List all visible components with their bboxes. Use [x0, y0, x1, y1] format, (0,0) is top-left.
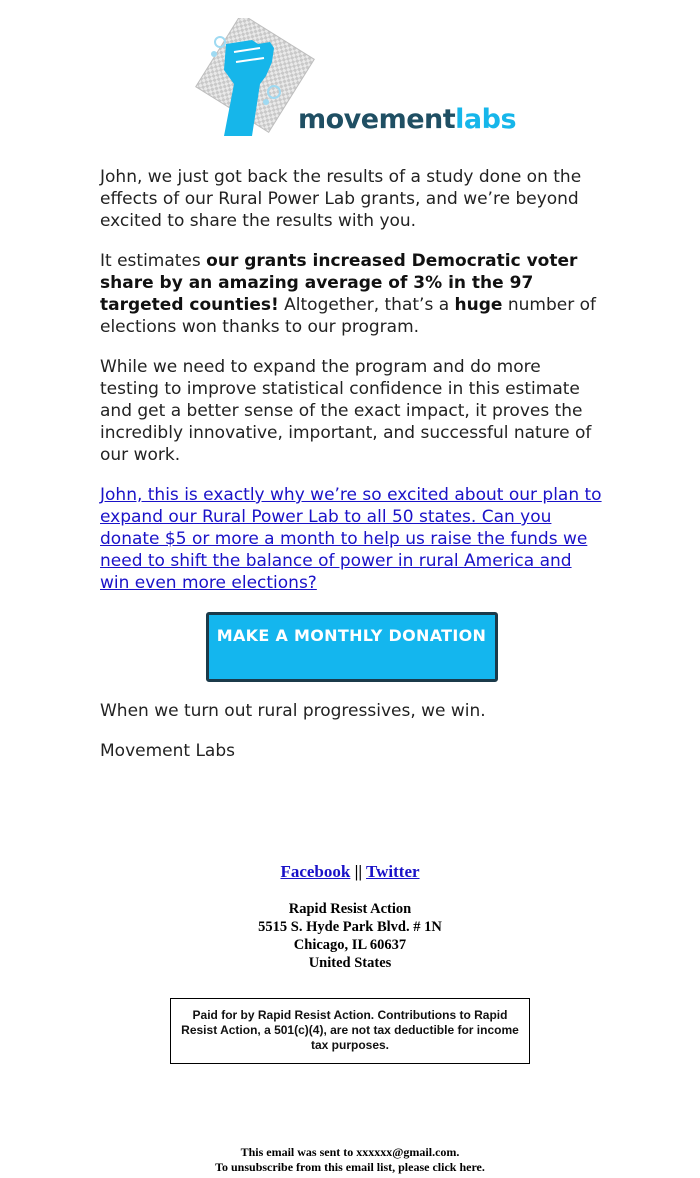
- cta-container: [98, 612, 605, 682]
- logo-wordmark: [298, 106, 516, 133]
- results-highlight: our grants increased Democratic voter share by an amazing average of 3% in the 97 targeted counties!: [100, 251, 578, 315]
- address-line-2: Chicago, IL 60637: [293, 937, 407, 953]
- mailing-address: [0, 900, 700, 972]
- address-line-1: 5515 S. Hyde Park Blvd. # 1N: [258, 919, 442, 935]
- results-emphasis-huge: huge: [454, 295, 503, 315]
- results-text-a: It estimates: [100, 251, 207, 271]
- monthly-donation-button[interactable]: MAKE A MONTHLY DONATION: [206, 612, 498, 682]
- email-footer-notice: [0, 1145, 700, 1175]
- email-body: [100, 166, 605, 780]
- org-name: Rapid Resist Action: [288, 901, 412, 917]
- unsubscribe-prefix: To unsubscribe from this email list, please: [215, 1160, 433, 1174]
- paragraph-expansion: While we need to expand the program and do more testing to improve statistical confidence in this estimate and get a better sense of the exact impact, it proves the incredibly innovative, important, and successful nature of our work.: [100, 357, 592, 465]
- social-separator: ||: [354, 862, 363, 881]
- unsubscribe-notice: [0, 1160, 700, 1175]
- signature: Movement Labs: [100, 741, 235, 761]
- logo-word-movement: movement: [298, 104, 456, 135]
- donate-ask-link[interactable]: John, this is exactly why we’re so excited about our plan to expand our Rural Power Lab to all 50 states. Can you donate $5 or more a month to help us raise the funds we need to shift the balance of power in rural America and win even more elections?: [100, 485, 602, 593]
- movement-labs-logo: [190, 18, 517, 154]
- paragraph-closing: When we turn out rural progressives, we win.: [100, 701, 486, 721]
- results-text-e: number of elections won thanks to our program.: [100, 295, 596, 337]
- address-country: United States: [308, 955, 392, 971]
- twitter-link[interactable]: Twitter: [366, 862, 420, 881]
- social-links: [0, 862, 700, 882]
- paragraph-results: [100, 250, 605, 338]
- logo-word-labs: labs: [455, 104, 517, 135]
- results-text-c: Altogether, that’s a: [278, 295, 455, 315]
- paragraph-ask: [100, 484, 605, 594]
- unsubscribe-suffix: .: [481, 1160, 485, 1174]
- paragraph-intro: John, we just got back the results of a study done on the effects of our Rural Power Lab grants, and we’re beyond excited to share the results with you.: [100, 167, 582, 231]
- sent-to-notice: This email was sent to xxxxxx@gmail.com.: [240, 1145, 460, 1159]
- paid-for-disclaimer: Paid for by Rapid Resist Action. Contributions to Rapid Resist Action, a 501(c)(4), are not tax deductible for income tax purposes.: [170, 998, 530, 1064]
- facebook-link[interactable]: Facebook: [280, 862, 351, 881]
- unsubscribe-link[interactable]: click here: [432, 1160, 482, 1174]
